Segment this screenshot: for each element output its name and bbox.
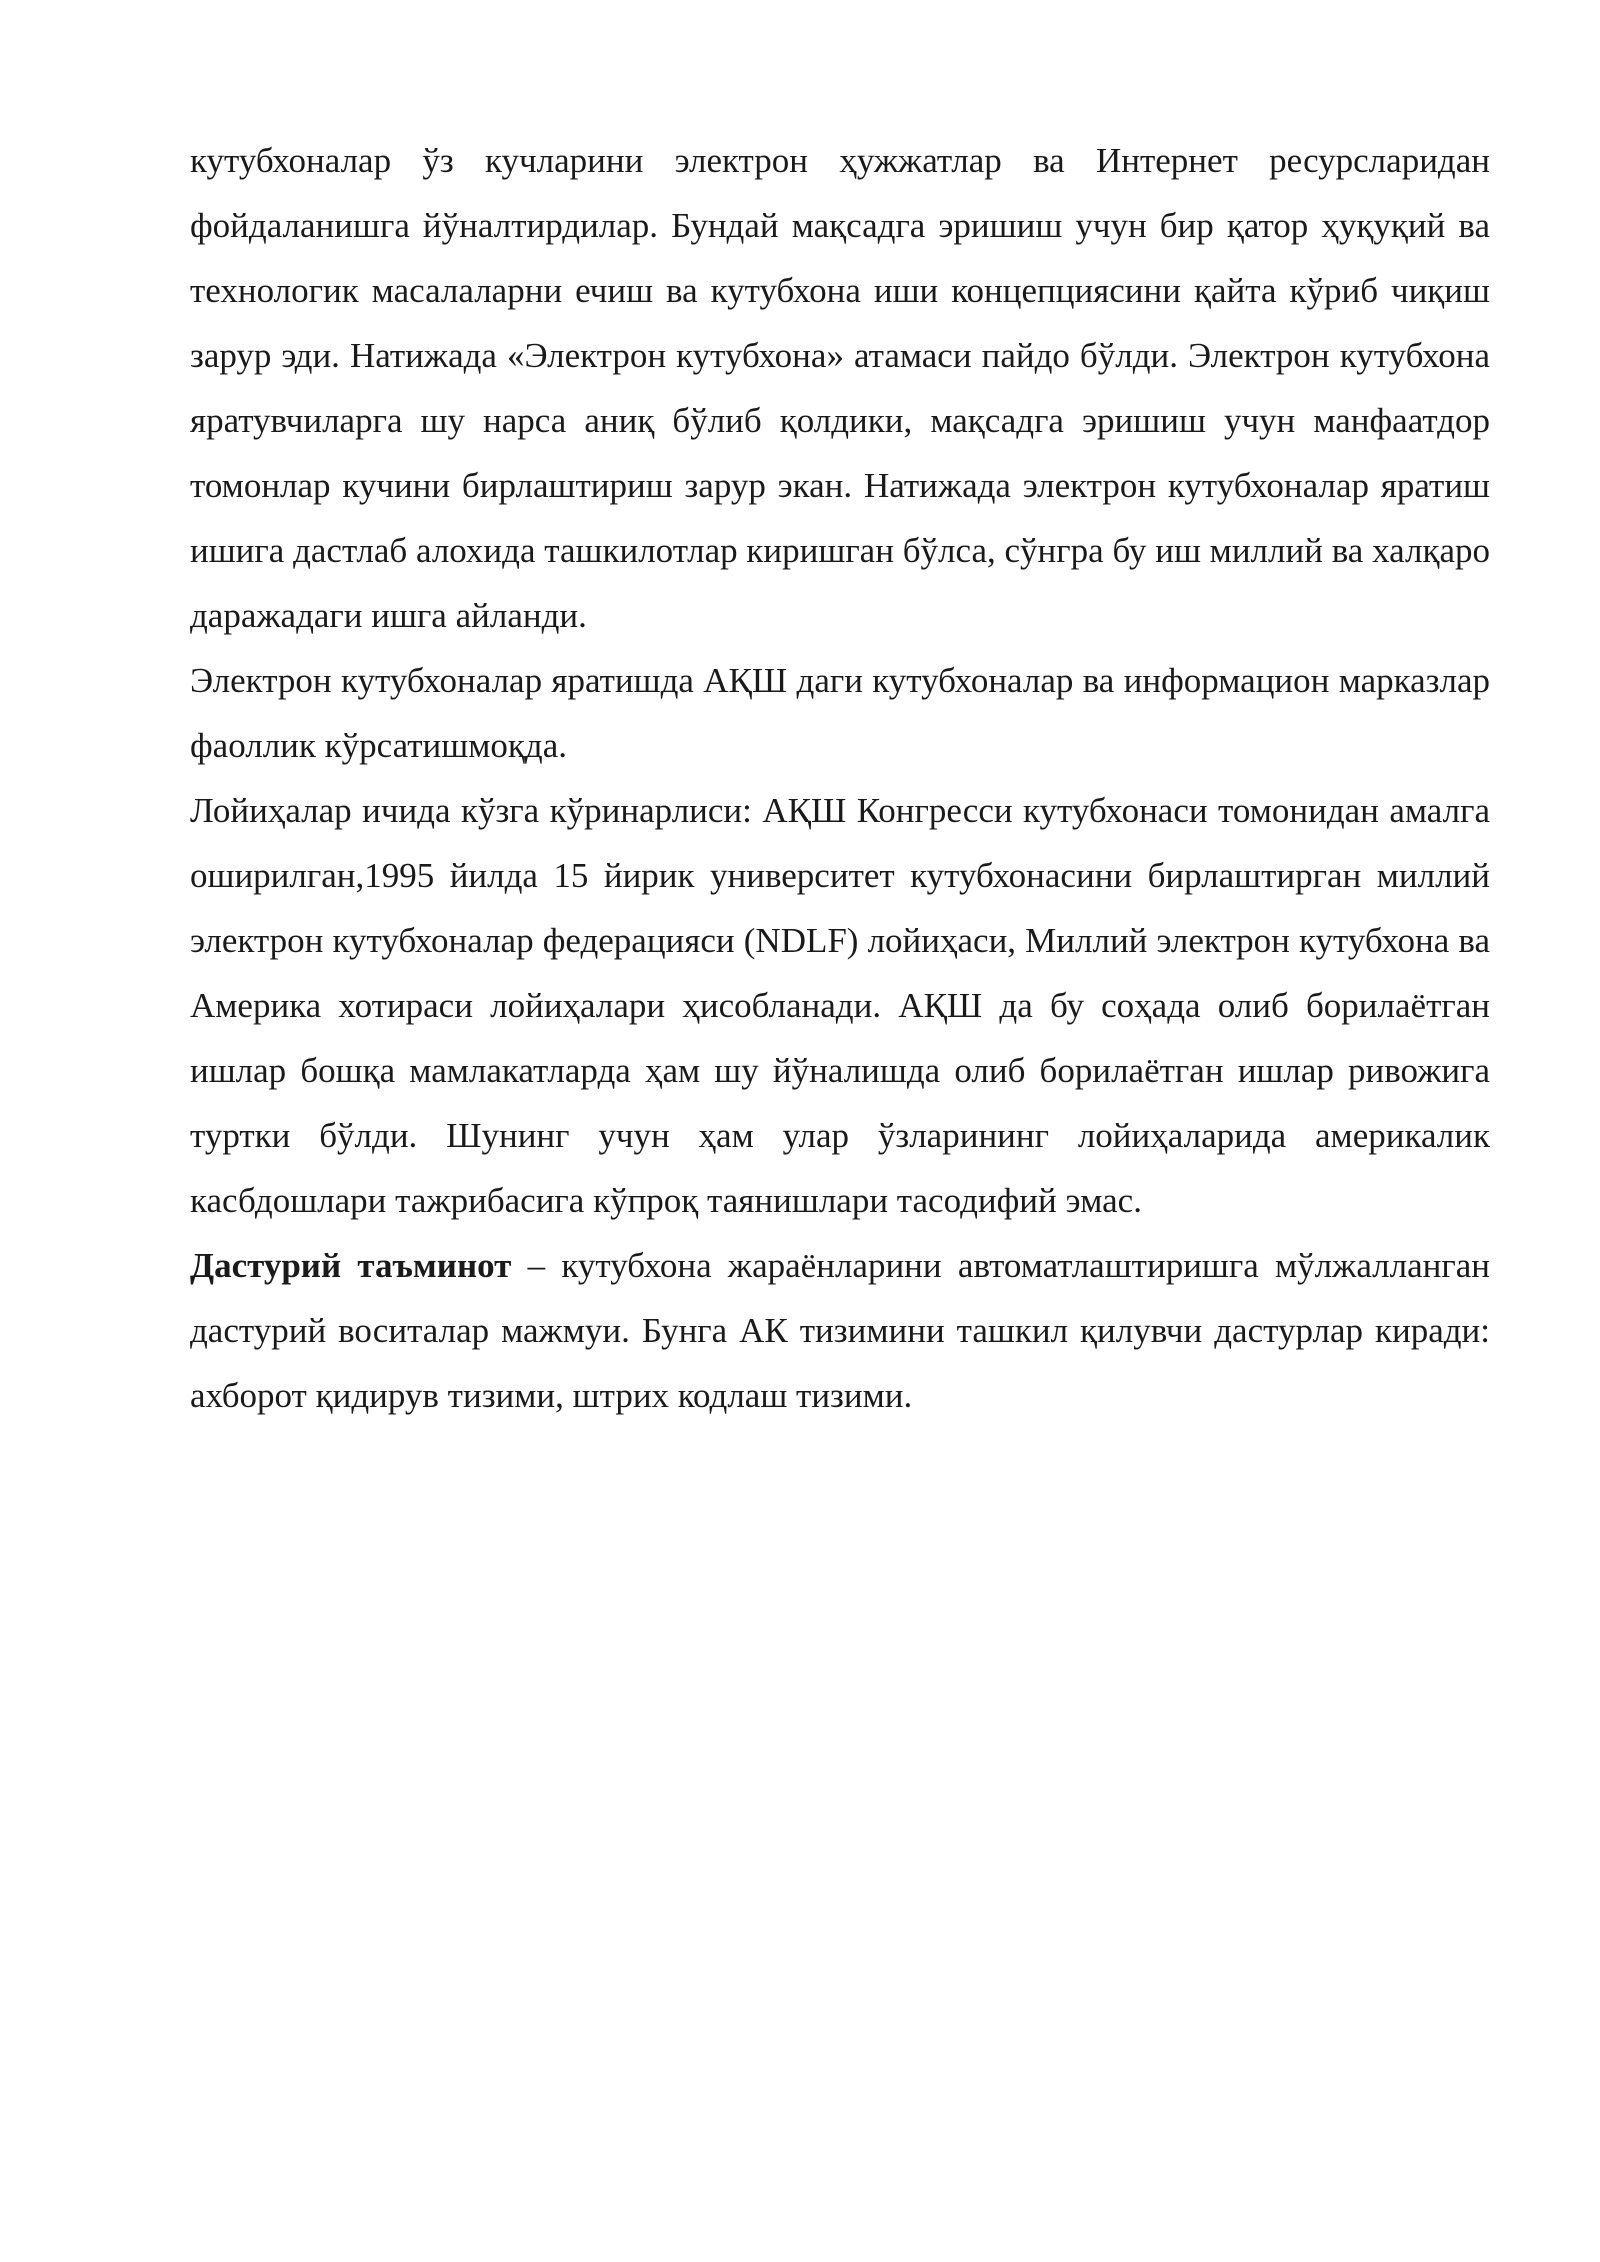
document-body [190,128,1490,1428]
paragraph-projects: Лойиҳалар ичида кўзга кўринарлиси: АҚШ Конгресси кутубхонаси томонидан амалга оширилган,1995 йилда 15 йирик университет кутубхонасини бирлаштирган миллий электрон кутубхоналар федерацияси (NDLF) лойиҳаси, Миллий электрон кутубхона ва Америка хотираси лойиҳалари ҳисобланади. АҚШ да бу соҳада олиб борилаётган ишлар бошқа мамлакатларда ҳам шу йўналишда олиб борилаётган ишлар ривожига туртки бўлди. Шунинг учун ҳам улар ўзларининг лойиҳаларида америкалик касбдошлари тажрибасига кўпроқ таянишлари тасодифий эмас. [190,791,1490,1220]
paragraph-software-definition [190,1233,1490,1428]
term-software: Дастурий таъминот [190,1246,512,1285]
definition-software: – кутубхона жараёнларини автоматлаштиришга мўлжалланган дастурий воситалар мажмуи. Бунга АК тизимини ташкил қилувчи дастурлар киради: ахборот қидирув тизими, штрих кодлаш тизими. [190,1246,1490,1415]
paragraph-usa-libraries: Электрон кутубхоналар яратишда АҚШ даги кутубхоналар ва информацион марказлар фаоллик кўрсатишмоқда. [190,661,1490,765]
paragraph-electronic-libraries-intro: кутубхоналар ўз кучларини электрон ҳужжатлар ва Интернет ресурсларидан фойдаланишга йўналтирдилар. Бундай мақсадга эришиш учун бир қатор ҳуқуқий ва технологик масалаларни ечиш ва кутубхона иши концепциясини қайта кўриб чиқиш зарур эди. Натижада «Электрон кутубхона» атамаси пайдо бўлди. Электрон кутубхона яратувчиларга шу нарса аниқ бўлиб қолдики, мақсадга эришиш учун манфаатдор томонлар кучини бирлаштириш зарур экан. Натижада электрон кутубхоналар яратиш ишига дастлаб алохида ташкилотлар киришган бўлса, сўнгра бу иш миллий ва халқаро даражадаги ишга айланди. [190,141,1490,635]
